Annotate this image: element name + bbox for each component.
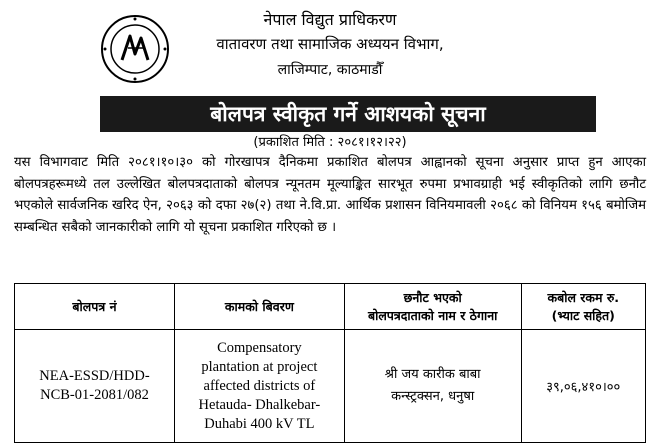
notice-body: यस विभागवाट मिति २०८१।१०।३० को गोरखापत्र दैनिकमा प्रकाशित बोलपत्र आह्वानको सूचना अनुसार प्राप्त हुन आएका बोलपत्रहरूमध्ये तल उल्लेखित बोलपत्रदाताको बोलपत्र न्यूनतम मूल्याङ्कित सारभूत रुपमा प्रभावग्राही भई स्वीकृतिको लागि छनौट भएकोले सार्वजनिक खरिद ऐन, २०६३ को दफा २७(२) तथा ने.वि.प्रा. आर्थिक प्रशासन विनियमावली २०६८ को विनियम १५६ बमोजिम सम्बन्धित सबैको जानकारीको लागि यो सूचना प्रकाशित गरिएको छ । bbox=[14, 155, 646, 235]
table-row bbox=[15, 330, 646, 443]
cell-bidder: श्री जय कारीक बाबा कन्स्ट्रक्सन, धनुषा bbox=[344, 330, 521, 443]
header-bidder: छनौट भएको बोलपत्रदाताको नाम र ठेगाना bbox=[344, 284, 521, 330]
cell-bid-no: NEA-ESSD/HDD- NCB-01-2081/082 bbox=[15, 330, 175, 443]
organization-block bbox=[180, 8, 480, 82]
notice-header bbox=[0, 0, 660, 96]
header-bid-no: बोलपत्र नं bbox=[15, 284, 175, 330]
cell-amount: ३९,०६,४१०।०० bbox=[521, 330, 645, 443]
department-name: वातावरण तथा सामाजिक अध्ययन विभाग, bbox=[216, 35, 444, 53]
organization-name: नेपाल विद्युत प्राधिकरण bbox=[263, 10, 397, 29]
notice-title-banner: बोलपत्र स्वीकृत गर्ने आशयको सूचना bbox=[100, 96, 596, 132]
cell-work-description: Compensatory plantation at project affected districts of Hetauda- Dhalkebar- Duhabi 400 kV TL bbox=[174, 330, 344, 443]
header-amount: कबोल रकम रु. (भ्याट सहित) bbox=[521, 284, 645, 330]
award-table bbox=[14, 283, 646, 443]
office-location: लाजिम्पाट, काठमाडौँ bbox=[277, 62, 383, 78]
publication-date: (प्रकाशित मिति : २०८१।१२।२२) bbox=[253, 135, 407, 150]
nea-seal-icon bbox=[100, 14, 170, 84]
header-work-description: कामको बिवरण bbox=[174, 284, 344, 330]
table-header-row bbox=[15, 284, 646, 330]
